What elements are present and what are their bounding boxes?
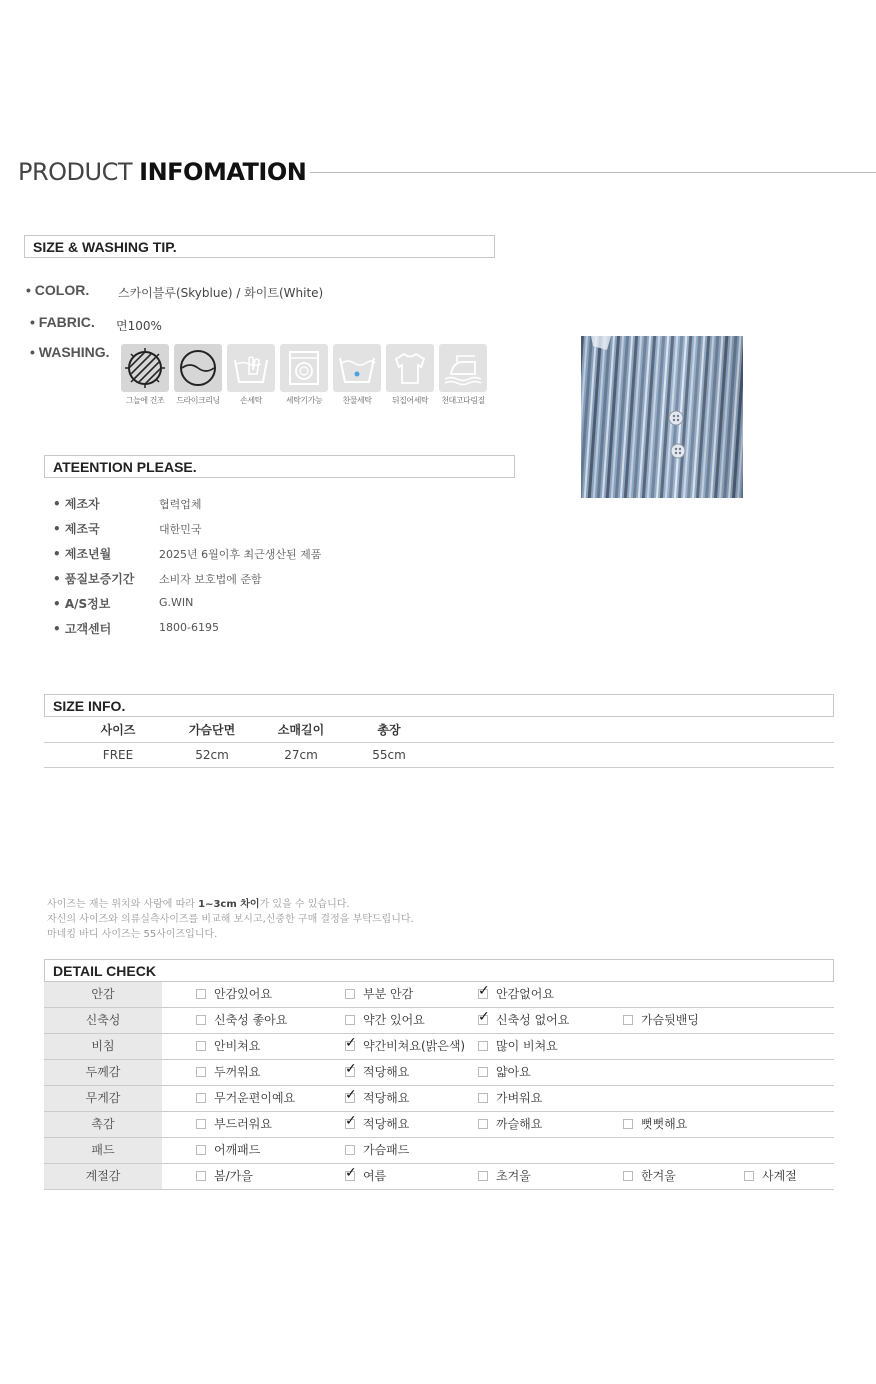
- dry-clean-icon: [174, 344, 222, 392]
- detail-option[interactable]: 어깨패드: [196, 1138, 260, 1163]
- checkbox[interactable]: [196, 1171, 206, 1181]
- detail-row-label: 신축성: [44, 1008, 162, 1033]
- wash-item-washing-machine: [280, 344, 328, 406]
- wash-item-hand-wash: [227, 344, 275, 406]
- detail-row: [44, 1008, 834, 1034]
- detail-option[interactable]: 봄/가을: [196, 1164, 253, 1189]
- checkbox-checked[interactable]: [478, 989, 488, 999]
- checkbox-checked[interactable]: [345, 1171, 355, 1181]
- checkbox[interactable]: [345, 1015, 355, 1025]
- checkbox[interactable]: [196, 1145, 206, 1155]
- checkbox[interactable]: [478, 1093, 488, 1103]
- iron-with-cloth-icon: [439, 344, 487, 392]
- detail-row: [44, 1112, 834, 1138]
- detail-row-label: 촉감: [44, 1112, 162, 1137]
- fabric-value: 면100%: [116, 319, 162, 333]
- size-table-row: [44, 743, 834, 768]
- detail-check-heading: DETAIL CHECK: [44, 959, 834, 982]
- cold-water-wash-icon: [333, 344, 381, 392]
- shirt-button: [671, 444, 685, 458]
- note-line: 마네킹 바디 사이즈는 55사이즈입니다.: [47, 929, 218, 940]
- checkbox[interactable]: [196, 1041, 206, 1051]
- checkbox[interactable]: [623, 1171, 633, 1181]
- detail-option[interactable]: ✓ 적당해요: [345, 1086, 409, 1111]
- detail-option[interactable]: 가벼워요: [478, 1086, 542, 1111]
- detail-option[interactable]: ✓ 적당해요: [345, 1060, 409, 1085]
- wash-caption: 세탁기가능: [285, 396, 323, 405]
- detail-option[interactable]: 한겨울: [623, 1164, 676, 1189]
- detail-option[interactable]: 초겨울: [478, 1164, 531, 1189]
- size-col-header: 사이즈: [100, 723, 136, 737]
- detail-row-label: 무게감: [44, 1086, 162, 1111]
- detail-row: [44, 1138, 834, 1164]
- detail-row: [44, 1086, 834, 1112]
- detail-option[interactable]: 신축성 좋아요: [196, 1008, 287, 1033]
- size-cell: 52cm: [195, 748, 229, 762]
- detail-option[interactable]: ✓ 약간비쳐요(밝은색): [345, 1034, 465, 1059]
- size-cell: 55cm: [372, 748, 406, 762]
- wash-caption: 드라이크리닝: [176, 396, 220, 405]
- detail-option[interactable]: 가슴뒷밴딩: [623, 1008, 699, 1033]
- detail-option[interactable]: 사계절: [744, 1164, 797, 1189]
- wash-item-shade-dry: [121, 344, 169, 406]
- checkbox[interactable]: [623, 1015, 633, 1025]
- detail-option[interactable]: ✓ 여름: [345, 1164, 386, 1189]
- detail-row-label: 패드: [44, 1138, 162, 1163]
- product-information-header: [18, 156, 876, 190]
- detail-row-label: 계절감: [44, 1164, 162, 1189]
- size-cell: 27cm: [284, 748, 318, 762]
- size-washing-heading: SIZE & WASHING TIP.: [24, 235, 495, 258]
- size-table: [44, 718, 834, 768]
- shade-dry-icon: [121, 344, 169, 392]
- size-col-header: 소매길이: [277, 723, 325, 737]
- checkbox[interactable]: [478, 1119, 488, 1129]
- shirt-button: [669, 411, 683, 425]
- detail-row: [44, 1164, 834, 1190]
- checkbox-checked[interactable]: [478, 1015, 488, 1025]
- detail-option[interactable]: 얇아요: [478, 1060, 531, 1085]
- note-line: 사이즈는 재는 위치와 사람에 따라 1~3cm 차이가 있을 수 있습니다.: [47, 899, 350, 910]
- detail-option[interactable]: ✓ 안감없어요: [478, 982, 554, 1007]
- inside-out-wash-icon: [386, 344, 434, 392]
- size-notes: [47, 897, 414, 942]
- detail-option[interactable]: ✓ 신축성 없어요: [478, 1008, 569, 1033]
- detail-row-label: 비침: [44, 1034, 162, 1059]
- wash-caption: 그늘에 건조: [125, 396, 165, 405]
- wash-item-cold-water: [333, 344, 381, 406]
- checkbox[interactable]: [196, 989, 206, 999]
- detail-row: [44, 1034, 834, 1060]
- checkbox[interactable]: [196, 1067, 206, 1077]
- washing-machine-icon: [280, 344, 328, 392]
- hand-wash-icon: [227, 344, 275, 392]
- checkbox[interactable]: [478, 1041, 488, 1051]
- detail-option[interactable]: 두꺼워요: [196, 1060, 260, 1085]
- detail-option[interactable]: 가슴패드: [345, 1138, 409, 1163]
- checkbox[interactable]: [196, 1093, 206, 1103]
- detail-option[interactable]: 약간 있어요: [345, 1008, 425, 1033]
- detail-option[interactable]: 무거운편이예요: [196, 1086, 295, 1111]
- product-detail-photo: [581, 336, 743, 498]
- page-title: PRODUCT INFOMATION: [18, 156, 310, 188]
- detail-option[interactable]: 뻣뻣해요: [623, 1112, 687, 1137]
- fabric-label: • FABRIC.: [30, 314, 95, 330]
- detail-option[interactable]: ✓ 적당해요: [345, 1112, 409, 1137]
- checkbox[interactable]: [345, 1145, 355, 1155]
- checkbox[interactable]: [744, 1171, 754, 1181]
- size-table-header: [44, 718, 834, 743]
- detail-option[interactable]: 많이 비쳐요: [478, 1034, 558, 1059]
- checkbox-checked[interactable]: [345, 1067, 355, 1077]
- checkbox[interactable]: [478, 1067, 488, 1077]
- checkbox-checked[interactable]: [345, 1041, 355, 1051]
- detail-option[interactable]: 부분 안감: [345, 982, 413, 1007]
- wash-item-dry-clean: [174, 344, 222, 406]
- checkbox-checked[interactable]: [345, 1093, 355, 1103]
- checkbox[interactable]: [345, 989, 355, 999]
- detail-row: [44, 982, 834, 1008]
- checkbox[interactable]: [196, 1015, 206, 1025]
- detail-row: [44, 1060, 834, 1086]
- color-value: 스카이블루(Skyblue) / 화이트(White): [118, 286, 324, 300]
- size-info-heading: SIZE INFO.: [44, 694, 834, 717]
- detail-option[interactable]: 까슬해요: [478, 1112, 542, 1137]
- attention-heading: ATEENTION PLEASE.: [44, 455, 515, 478]
- note-line: 자신의 사이즈와 의류실측사이즈를 비교해 보시고,신중한 구매 결정을 부탁드립니다.: [47, 914, 414, 925]
- wash-caption: 천대고다림질: [441, 396, 485, 405]
- detail-row-label: 두께감: [44, 1060, 162, 1085]
- detail-option[interactable]: 안비쳐요: [196, 1034, 260, 1059]
- checkbox[interactable]: [623, 1119, 633, 1129]
- wash-caption: 뒤집어세탁: [391, 396, 429, 405]
- detail-row-label: 안감: [44, 982, 162, 1007]
- detail-option[interactable]: 안감있어요: [196, 982, 272, 1007]
- wash-caption: 손세탁: [240, 396, 262, 405]
- size-cell: FREE: [102, 748, 134, 762]
- checkbox[interactable]: [196, 1119, 206, 1129]
- color-label: • COLOR.: [26, 282, 90, 298]
- checkbox[interactable]: [478, 1171, 488, 1181]
- wash-caption: 찬물세탁: [342, 396, 372, 405]
- detail-check-table: [44, 982, 834, 1190]
- washing-label: • WASHING.: [30, 344, 110, 360]
- wash-item-inside-out: [386, 344, 434, 406]
- wash-item-iron-cloth: [439, 344, 487, 406]
- washing-icons: [121, 344, 491, 410]
- size-col-header: 가슴단면: [188, 723, 236, 737]
- checkbox-checked[interactable]: [345, 1119, 355, 1129]
- size-col-header: 총장: [377, 723, 401, 737]
- detail-option[interactable]: 부드러워요: [196, 1112, 272, 1137]
